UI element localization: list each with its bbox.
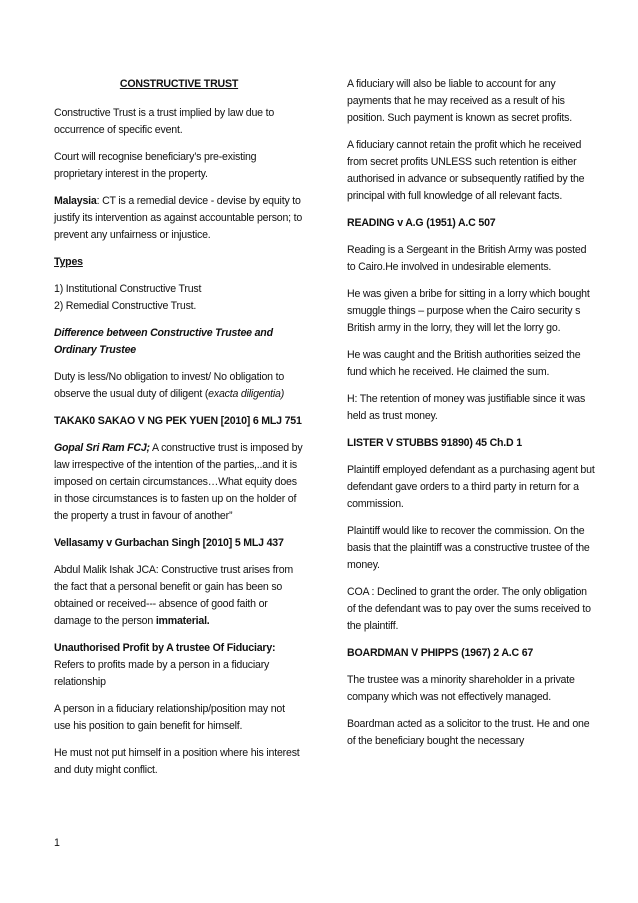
paragraph-abdul-malik (54, 562, 304, 630)
lister-paragraph-3: COA : Declined to grant the order. The only obligation of the defendant was to pay over the sums received to the plaintiff. (347, 586, 591, 632)
malaysia-label: Malaysia (54, 195, 97, 207)
reading-paragraph-4: H: The retention of money was justifiable since it was held as trust money. (347, 393, 586, 422)
abdul-text: Abdul Malik Ishak JCA: Constructive trust arises from the fact that a personal benefit or gain has been so obtained or received--- absence of good faith or damage to the person (54, 564, 294, 627)
paragraph-recognition: Court will recognise beneficiary’s pre-existing proprietary interest in the property. (54, 151, 257, 180)
right-column (347, 76, 597, 760)
reading-paragraph-2: He was given a bribe for sitting in a lorry which bought smuggle things – purpose when the Cairo security s British army in the lorry, they will let the lorry go. (347, 288, 590, 334)
duty-italic: exacta diligentia) (208, 388, 285, 400)
paragraph-fiduciary: A person in a fiduciary relationship/position may not use his position to gain benefit for himself. (54, 703, 285, 732)
paragraph-unauthorised (54, 640, 304, 691)
paragraph-secret-profits: A fiduciary will also be liable to account for any payments that he may received as a result of his position. Such payment is known as secret profits. (347, 78, 572, 124)
paragraph-retention: A fiduciary cannot retain the profit which he received from secret profits UNLESS such retention is either authorised in advance or subsequently ratified by the principal with full knowledge of all relevant facts. (347, 139, 585, 202)
case-heading-boardman: BOARDMAN V PHIPPS (1967) 2 A.C 67 (347, 647, 534, 659)
lister-paragraph-1: Plaintiff employed defendant as a purchasing agent but defendant gave orders to a third party in return for a commission. (347, 464, 595, 510)
case-heading-vellasamy: Vellasamy v Gurbachan Singh [2010] 5 MLJ 437 (54, 537, 284, 549)
lister-paragraph-2: Plaintiff would like to recover the commission. On the basis that the plaintiff was a constructive trustee of the money. (347, 525, 590, 571)
abdul-bold: immaterial. (155, 615, 210, 627)
malaysia-text: : CT is a remedial device - devise by equity to justify its intervention as against accountable person; to prevent any unfairness or injustice. (54, 195, 303, 241)
paragraph-duty (54, 369, 304, 403)
unauthorised-text: Refers to profits made by a person in a fiduciary relationship (54, 659, 270, 688)
paragraph-malaysia (54, 193, 304, 244)
boardman-paragraph-2: Boardman acted as a solicitor to the trust. He and one of the beneficiary bought the necessary (347, 718, 590, 747)
case-heading-takako: TAKAK0 SAKAO V NG PEK YUEN [2010] 6 MLJ 751 (54, 415, 302, 427)
page-number: 1 (54, 837, 60, 849)
paragraph-gopal (54, 440, 304, 525)
document-title: CONSTRUCTIVE TRUST (119, 78, 239, 90)
gopal-label: Gopal Sri Ram FCJ; (54, 442, 150, 454)
unauthorised-heading: Unauthorised Profit by A trustee Of Fiduciary: (54, 642, 276, 654)
case-heading-reading: READING v A.G (1951) A.C 507 (347, 217, 496, 229)
left-column (54, 76, 304, 789)
case-heading-lister: LISTER V STUBBS 91890) 45 Ch.D 1 (347, 437, 522, 449)
type-item-2: 2) Remedial Constructive Trust. (54, 300, 197, 312)
duty-text: Duty is less/No obligation to invest/ No obligation to observe the usual duty of diligent ( (54, 371, 285, 400)
types-heading: Types (54, 256, 83, 268)
boardman-paragraph-1: The trustee was a minority shareholder in a private company which was not effectively managed. (347, 674, 575, 703)
difference-heading: Difference between Constructive Trustee and Ordinary Trustee (54, 327, 273, 356)
reading-paragraph-3: He was caught and the British authorities seized the fund which he received. He claimed the sum. (347, 349, 581, 378)
gopal-text: A constructive trust is imposed by law irrespective of the intention of the parties,..and it is imposed on certain circumstances…What equity does in those circumstances is to fasten up on the holder of the property a trust in favour of another” (54, 442, 303, 522)
type-item-1: 1) Institutional Constructive Trust (54, 283, 202, 295)
paragraph-definition: Constructive Trust is a trust implied by law due to occurrence of specific event. (54, 107, 275, 136)
reading-paragraph-1: Reading is a Sergeant in the British Army was posted to Cairo.He involved in undesirable elements. (347, 244, 587, 273)
paragraph-conflict: He must not put himself in a position where his interest and duty might conflict. (54, 747, 300, 776)
